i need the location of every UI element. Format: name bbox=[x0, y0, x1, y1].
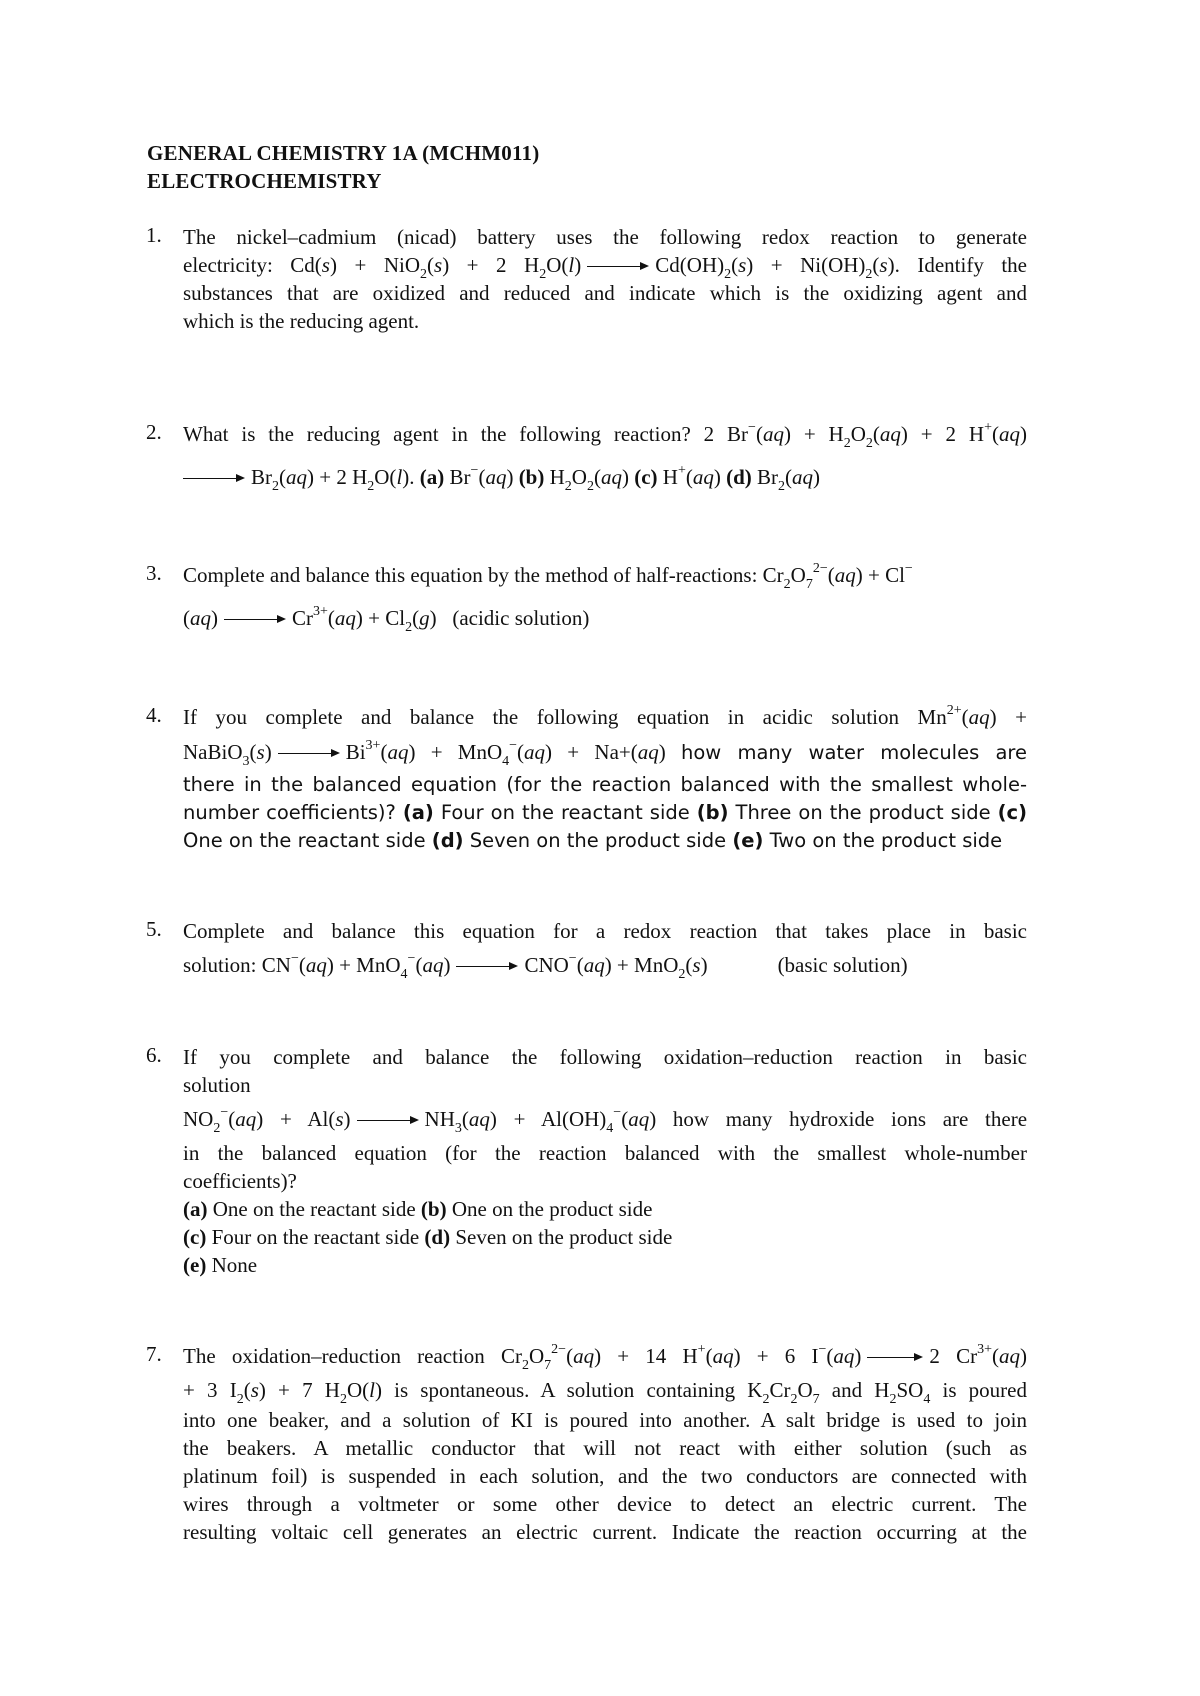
question-line: If you complete and balance the following equation in acidic solution $Mn^{2+}(aq)$ + bbox=[183, 703, 1027, 729]
question-line: What is the reducing agent in the following reaction? 2 $Br^-(aq) + H_2O_2(aq) + 2$ H+(aq) bbox=[183, 420, 1027, 451]
question-number: 4. bbox=[146, 703, 162, 727]
reaction-arrow-icon bbox=[456, 961, 518, 973]
question-line: platinum foil) is suspended in each solution, and the two conductors are connected with bbox=[183, 1464, 1027, 1488]
question-line: Complete and balance this equation by the method of half-reactions: $Cr_2O_7^{2-}(aq) + Cl^-$ bbox=[183, 561, 913, 592]
answer-options-line: (c) Four on the reactant side (d) Seven on the product side bbox=[183, 1225, 673, 1249]
question-line: + 3 $I_2(s) + 7$ $H_2O(l)$ is spontaneous. A solution containing $K_2Cr_2O_7$ and $H_2SO_4$ is poured bbox=[183, 1378, 1027, 1407]
question-number: 7. bbox=[146, 1342, 162, 1366]
question-line: solution bbox=[183, 1073, 251, 1097]
question-number: 3. bbox=[146, 561, 162, 585]
reaction-arrow-icon bbox=[357, 1115, 419, 1127]
question-line: Complete and balance this equation for a redox reaction that takes place in basic bbox=[183, 919, 1027, 943]
question-line: in the balanced equation (for the reaction balanced with the smallest whole-number bbox=[183, 1141, 1027, 1165]
question-line: resulting voltaic cell generates an electric current. Indicate the reaction occurring at the bbox=[183, 1520, 1027, 1544]
question-line: electricity: Cd(s) + NiO$_2$(s) + 2 $H_2O(l) Cd(OH)_2(s) + Ni(OH)_2(s)$. Identify the bbox=[183, 253, 1027, 282]
question-line: which is the reducing agent. bbox=[183, 309, 420, 333]
question-line: wires through a voltmeter or some other device to detect an electric current. The bbox=[183, 1492, 1027, 1516]
question-number: 1. bbox=[146, 223, 162, 247]
question-number: 6. bbox=[146, 1043, 162, 1067]
reaction-arrow-icon bbox=[278, 748, 340, 760]
question-line: coefficients)? bbox=[183, 1169, 297, 1193]
reaction-arrow-icon bbox=[867, 1352, 923, 1364]
reaction-arrow-icon bbox=[224, 614, 286, 626]
question-line: (aq) $Cr^{3+}(aq) + Cl_2(g)$ (acidic solution) bbox=[183, 604, 590, 635]
question-number: 5. bbox=[146, 917, 162, 941]
reaction-arrow-icon bbox=[183, 473, 245, 485]
question-line: One on the reactant side (d) Seven on the product side (e) Two on the product side bbox=[183, 829, 1003, 852]
question-line: substances that are oxidized and reduced and indicate which is the oxidizing agent and bbox=[183, 281, 1027, 305]
question-line: into one beaker, and a solution of KI is poured into another. A salt bridge is used to join bbox=[183, 1408, 1027, 1432]
question-line: the beakers. A metallic conductor that will not react with either solution (such as bbox=[183, 1436, 1027, 1460]
question-line: there in the balanced equation (for the reaction balanced with the smallest whole- bbox=[183, 773, 1027, 796]
question-line: $NO_2^-(aq) + Al(s) NH_3(aq) + Al(OH)_4^-(aq)$ how many hydroxide ions are there bbox=[183, 1105, 1028, 1136]
question-line: solution: CN−(aq) + MnO$_4$−(aq) CNO−(aq) + MnO$_2$(s) (basic solution) bbox=[183, 951, 908, 982]
question-number: 2. bbox=[146, 420, 162, 444]
question-line: The nickel–cadmium (nicad) battery uses the following redox reaction to generate bbox=[183, 225, 1027, 249]
course-title: GENERAL CHEMISTRY 1A (MCHM011) bbox=[147, 141, 540, 165]
question-line: If you complete and balance the following oxidation–reduction reaction in basic bbox=[183, 1045, 1027, 1069]
question-line: The oxidation–reduction reaction $Cr_2O_7^{2-}(aq) + 14$ H+(aq) + 6 I−(aq) 2 $Cr^{3+}(aq)$ bbox=[183, 1342, 1027, 1373]
answer-options-line: (a) One on the reactant side (b) One on the product side bbox=[183, 1197, 653, 1221]
reaction-arrow-icon bbox=[587, 261, 649, 273]
answer-options-line: (e) None bbox=[183, 1253, 258, 1277]
question-line: number coefficients)? (a) Four on the reactant side (b) Three on the product side (c) bbox=[183, 801, 1027, 824]
topic-title: ELECTROCHEMISTRY bbox=[147, 169, 382, 193]
question-line: NaBiO$_3$(s) $Bi^{3+}(aq) + MnO_4^-(aq) + Na+(aq)$ how many water molecules are bbox=[183, 738, 1027, 769]
question-line: $Br_2(aq) + 2$ $H_2O(l)$. (a) Br−(aq) (b) $H_2O_2(aq)$ (c) H+(aq) (d) $Br_2(aq)$ bbox=[183, 463, 1027, 491]
